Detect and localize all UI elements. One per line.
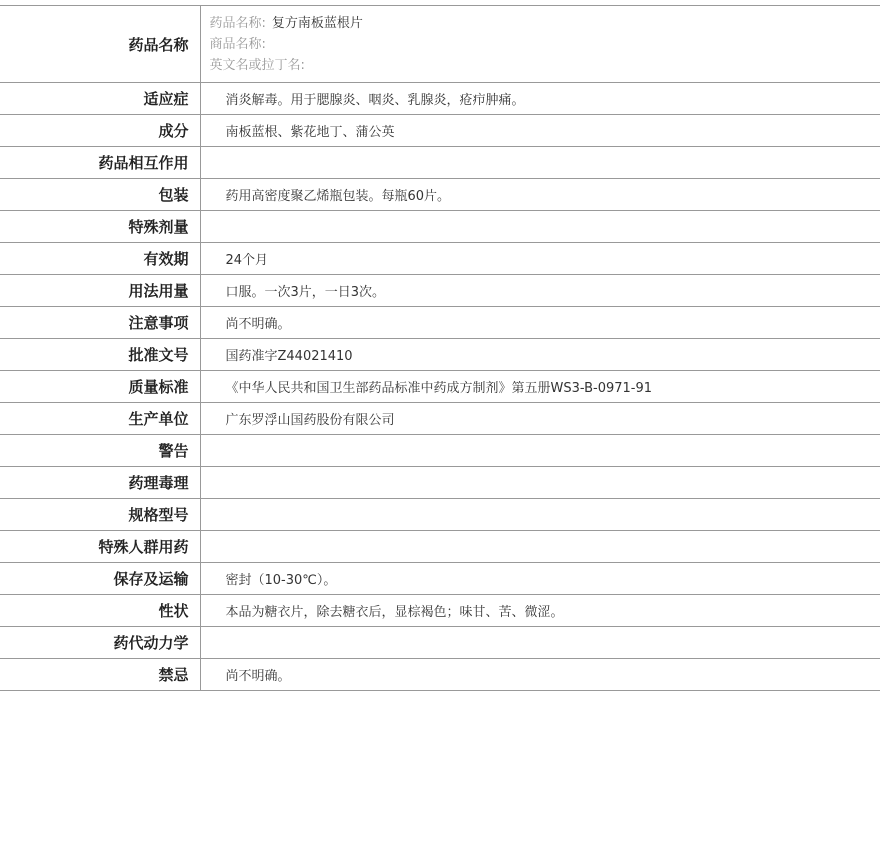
table-row: [0, 179, 880, 211]
generic-name-key: 药品名称:: [209, 15, 266, 31]
row-label: 性状: [0, 595, 200, 627]
row-label: 生产单位: [0, 403, 200, 435]
row-label: 质量标准: [0, 371, 200, 403]
row-label: 包装: [0, 179, 200, 211]
drug-info-table: [0, 5, 880, 691]
row-label: 特殊人群用药: [0, 531, 200, 563]
row-value: 南板蓝根、紫花地丁、蒲公英: [200, 115, 880, 147]
row-value: [200, 147, 880, 179]
row-label: 特殊剂量: [0, 211, 200, 243]
row-value: [200, 211, 880, 243]
row-value: 密封（10-30℃）。: [200, 563, 880, 595]
row-value: 国药准字Z44021410: [200, 339, 880, 371]
table-row: [0, 435, 880, 467]
row-value: 尚不明确。: [200, 307, 880, 339]
row-label: 禁忌: [0, 659, 200, 691]
generic-name-line: [210, 13, 880, 34]
table-row: [0, 403, 880, 435]
row-value: 药用高密度聚乙烯瓶包装。每瓶60片。: [200, 179, 880, 211]
row-label: 药理毒理: [0, 467, 200, 499]
row-label: 成分: [0, 115, 200, 147]
trade-name-line: [210, 34, 880, 55]
row-label: 药品相互作用: [0, 147, 200, 179]
table-row: [0, 499, 880, 531]
row-value: [200, 467, 880, 499]
table-row: [0, 563, 880, 595]
row-value: 本品为糖衣片，除去糖衣后，显棕褐色；味甘、苦、微涩。: [200, 595, 880, 627]
generic-name-value: 复方南板蓝根片: [271, 15, 363, 31]
row-value: 24个月: [200, 243, 880, 275]
table-row: [0, 147, 880, 179]
row-value: [200, 627, 880, 659]
table-row: [0, 467, 880, 499]
trade-name-key: 商品名称:: [209, 36, 266, 52]
table-row: [0, 339, 880, 371]
table-row: [0, 211, 880, 243]
table-row: [0, 531, 880, 563]
table-row-drug-name: [0, 6, 880, 83]
table-row: [0, 659, 880, 691]
row-value: 口服。一次3片，一日3次。: [200, 275, 880, 307]
table-row: [0, 243, 880, 275]
table-row: [0, 275, 880, 307]
row-value: 尚不明确。: [200, 659, 880, 691]
row-label: 保存及运输: [0, 563, 200, 595]
row-value: 广东罗浮山国药股份有限公司: [200, 403, 880, 435]
english-name-key: 英文名或拉丁名:: [209, 57, 305, 73]
english-name-line: [210, 55, 880, 76]
row-label: 有效期: [0, 243, 200, 275]
row-label: 适应症: [0, 83, 200, 115]
row-label: 药品名称: [0, 6, 200, 83]
row-label: 规格型号: [0, 499, 200, 531]
row-value: 消炎解毒。用于腮腺炎、咽炎、乳腺炎，疮疖肿痛。: [200, 83, 880, 115]
row-label: 注意事项: [0, 307, 200, 339]
table-row: [0, 595, 880, 627]
row-value: [200, 499, 880, 531]
table-row: [0, 115, 880, 147]
table-row: [0, 371, 880, 403]
table-row: [0, 627, 880, 659]
row-label: 药代动力学: [0, 627, 200, 659]
drug-name-block: [200, 6, 880, 83]
table-row: [0, 307, 880, 339]
row-label: 用法用量: [0, 275, 200, 307]
row-label: 警告: [0, 435, 200, 467]
row-value: [200, 435, 880, 467]
row-label: 批准文号: [0, 339, 200, 371]
row-value: [200, 531, 880, 563]
row-value: 《中华人民共和国卫生部药品标准中药成方制剂》第五册WS3-B-0971-91: [200, 371, 880, 403]
table-row: [0, 83, 880, 115]
